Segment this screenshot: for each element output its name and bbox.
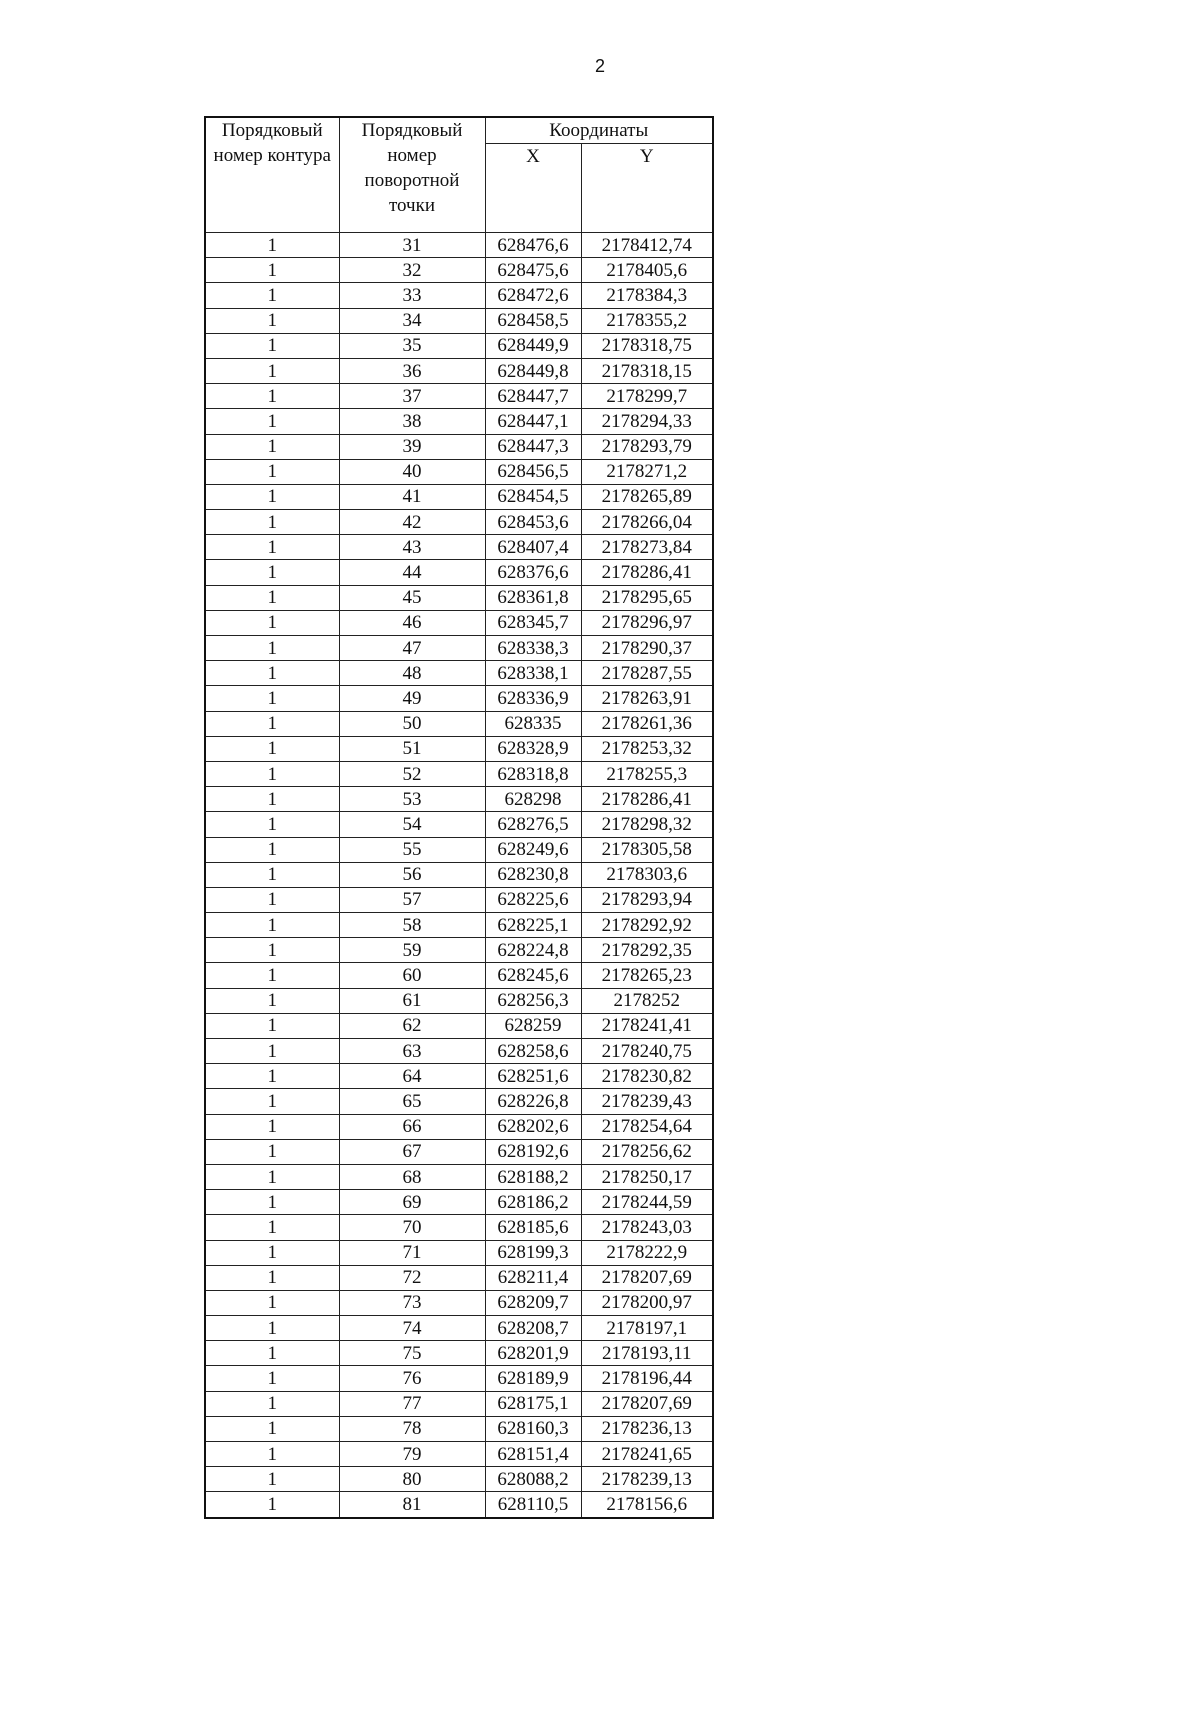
coordinates-table-container <box>204 116 712 1519</box>
cell-point-number: 36 <box>339 358 485 383</box>
cell-contour-number: 1 <box>205 1467 339 1492</box>
table-row <box>205 459 713 484</box>
header-x: X <box>485 144 581 233</box>
cell-contour-number: 1 <box>205 560 339 585</box>
table-row <box>205 258 713 283</box>
cell-x: 628298 <box>485 787 581 812</box>
cell-x: 628088,2 <box>485 1467 581 1492</box>
table-row <box>205 409 713 434</box>
cell-contour-number: 1 <box>205 711 339 736</box>
cell-point-number: 59 <box>339 938 485 963</box>
cell-x: 628449,9 <box>485 333 581 358</box>
cell-point-number: 40 <box>339 459 485 484</box>
cell-contour-number: 1 <box>205 1391 339 1416</box>
cell-x: 628208,7 <box>485 1316 581 1341</box>
cell-point-number: 66 <box>339 1114 485 1139</box>
cell-y: 2178239,43 <box>581 1089 713 1114</box>
table-row <box>205 711 713 736</box>
cell-contour-number: 1 <box>205 258 339 283</box>
cell-x: 628475,6 <box>485 258 581 283</box>
cell-x: 628338,1 <box>485 661 581 686</box>
cell-x: 628189,9 <box>485 1366 581 1391</box>
cell-contour-number: 1 <box>205 1265 339 1290</box>
cell-x: 628256,3 <box>485 988 581 1013</box>
cell-point-number: 61 <box>339 988 485 1013</box>
cell-point-number: 53 <box>339 787 485 812</box>
cell-x: 628259 <box>485 1013 581 1038</box>
table-row <box>205 560 713 585</box>
cell-point-number: 75 <box>339 1341 485 1366</box>
cell-x: 628335 <box>485 711 581 736</box>
cell-x: 628211,4 <box>485 1265 581 1290</box>
table-row <box>205 1039 713 1064</box>
table-row <box>205 661 713 686</box>
cell-point-number: 32 <box>339 258 485 283</box>
cell-contour-number: 1 <box>205 812 339 837</box>
table-row <box>205 1316 713 1341</box>
cell-point-number: 63 <box>339 1039 485 1064</box>
cell-y: 2178255,3 <box>581 761 713 786</box>
cell-point-number: 70 <box>339 1215 485 1240</box>
cell-x: 628476,6 <box>485 233 581 258</box>
table-row <box>205 1442 713 1467</box>
cell-x: 628458,5 <box>485 308 581 333</box>
header-contour-number: Порядковый номер контура <box>205 117 339 233</box>
cell-y: 2178244,59 <box>581 1190 713 1215</box>
cell-y: 2178193,11 <box>581 1341 713 1366</box>
cell-y: 2178196,44 <box>581 1366 713 1391</box>
table-row <box>205 862 713 887</box>
cell-contour-number: 1 <box>205 1139 339 1164</box>
cell-x: 628225,6 <box>485 887 581 912</box>
cell-point-number: 49 <box>339 686 485 711</box>
cell-y: 2178197,1 <box>581 1316 713 1341</box>
table-row <box>205 1341 713 1366</box>
cell-x: 628449,8 <box>485 358 581 383</box>
cell-y: 2178384,3 <box>581 283 713 308</box>
table-row <box>205 384 713 409</box>
cell-y: 2178241,41 <box>581 1013 713 1038</box>
cell-y: 2178207,69 <box>581 1391 713 1416</box>
page-number: 2 <box>594 56 605 76</box>
cell-contour-number: 1 <box>205 358 339 383</box>
cell-contour-number: 1 <box>205 938 339 963</box>
cell-point-number: 72 <box>339 1265 485 1290</box>
table-row <box>205 1089 713 1114</box>
cell-x: 628447,7 <box>485 384 581 409</box>
cell-y: 2178294,33 <box>581 409 713 434</box>
cell-point-number: 76 <box>339 1366 485 1391</box>
cell-point-number: 60 <box>339 963 485 988</box>
table-row <box>205 1467 713 1492</box>
cell-y: 2178295,65 <box>581 585 713 610</box>
cell-point-number: 45 <box>339 585 485 610</box>
cell-x: 628336,9 <box>485 686 581 711</box>
cell-y: 2178241,65 <box>581 1442 713 1467</box>
cell-point-number: 50 <box>339 711 485 736</box>
cell-x: 628110,5 <box>485 1492 581 1518</box>
cell-y: 2178200,97 <box>581 1290 713 1315</box>
cell-y: 2178273,84 <box>581 535 713 560</box>
cell-contour-number: 1 <box>205 1316 339 1341</box>
cell-contour-number: 1 <box>205 913 339 938</box>
cell-y: 2178256,62 <box>581 1139 713 1164</box>
cell-y: 2178156,6 <box>581 1492 713 1518</box>
cell-contour-number: 1 <box>205 963 339 988</box>
cell-y: 2178303,6 <box>581 862 713 887</box>
cell-contour-number: 1 <box>205 409 339 434</box>
cell-point-number: 78 <box>339 1416 485 1441</box>
table-row <box>205 358 713 383</box>
cell-x: 628251,6 <box>485 1064 581 1089</box>
cell-contour-number: 1 <box>205 434 339 459</box>
cell-x: 628160,3 <box>485 1416 581 1441</box>
table-row <box>205 938 713 963</box>
table-row <box>205 812 713 837</box>
cell-x: 628453,6 <box>485 510 581 535</box>
table-row <box>205 333 713 358</box>
cell-y: 2178265,89 <box>581 484 713 509</box>
cell-point-number: 43 <box>339 535 485 560</box>
cell-y: 2178286,41 <box>581 787 713 812</box>
cell-x: 628192,6 <box>485 1139 581 1164</box>
coordinates-table <box>204 116 714 1519</box>
cell-x: 628338,3 <box>485 636 581 661</box>
cell-point-number: 67 <box>339 1139 485 1164</box>
cell-point-number: 47 <box>339 636 485 661</box>
table-row <box>205 787 713 812</box>
cell-x: 628185,6 <box>485 1215 581 1240</box>
table-row <box>205 1215 713 1240</box>
table-row <box>205 686 713 711</box>
cell-point-number: 48 <box>339 661 485 686</box>
cell-contour-number: 1 <box>205 661 339 686</box>
cell-point-number: 37 <box>339 384 485 409</box>
cell-contour-number: 1 <box>205 283 339 308</box>
cell-contour-number: 1 <box>205 1341 339 1366</box>
cell-x: 628199,3 <box>485 1240 581 1265</box>
cell-point-number: 33 <box>339 283 485 308</box>
cell-x: 628456,5 <box>485 459 581 484</box>
cell-contour-number: 1 <box>205 1114 339 1139</box>
cell-contour-number: 1 <box>205 887 339 912</box>
cell-contour-number: 1 <box>205 384 339 409</box>
cell-y: 2178305,58 <box>581 837 713 862</box>
table-row <box>205 1064 713 1089</box>
cell-contour-number: 1 <box>205 1442 339 1467</box>
cell-contour-number: 1 <box>205 1416 339 1441</box>
table-row <box>205 283 713 308</box>
cell-x: 628318,8 <box>485 761 581 786</box>
table-row <box>205 963 713 988</box>
cell-point-number: 46 <box>339 610 485 635</box>
cell-point-number: 34 <box>339 308 485 333</box>
cell-x: 628447,1 <box>485 409 581 434</box>
table-row <box>205 610 713 635</box>
cell-contour-number: 1 <box>205 761 339 786</box>
table-row <box>205 233 713 258</box>
cell-point-number: 64 <box>339 1064 485 1089</box>
cell-contour-number: 1 <box>205 1039 339 1064</box>
cell-x: 628345,7 <box>485 610 581 635</box>
table-row <box>205 736 713 761</box>
cell-contour-number: 1 <box>205 736 339 761</box>
table-row <box>205 434 713 459</box>
table-body <box>205 233 713 1518</box>
cell-y: 2178290,37 <box>581 636 713 661</box>
table-row <box>205 1391 713 1416</box>
table-row <box>205 913 713 938</box>
cell-point-number: 62 <box>339 1013 485 1038</box>
cell-y: 2178207,69 <box>581 1265 713 1290</box>
cell-y: 2178240,75 <box>581 1039 713 1064</box>
cell-contour-number: 1 <box>205 333 339 358</box>
cell-point-number: 69 <box>339 1190 485 1215</box>
cell-point-number: 68 <box>339 1164 485 1189</box>
cell-x: 628249,6 <box>485 837 581 862</box>
table-row <box>205 1013 713 1038</box>
cell-x: 628186,2 <box>485 1190 581 1215</box>
cell-x: 628328,9 <box>485 736 581 761</box>
cell-point-number: 52 <box>339 761 485 786</box>
cell-x: 628376,6 <box>485 560 581 585</box>
cell-x: 628454,5 <box>485 484 581 509</box>
table-row <box>205 585 713 610</box>
table-header <box>205 117 713 233</box>
table-row <box>205 1139 713 1164</box>
cell-x: 628472,6 <box>485 283 581 308</box>
table-row <box>205 1290 713 1315</box>
cell-point-number: 42 <box>339 510 485 535</box>
cell-y: 2178293,79 <box>581 434 713 459</box>
cell-contour-number: 1 <box>205 988 339 1013</box>
cell-contour-number: 1 <box>205 686 339 711</box>
cell-y: 2178250,17 <box>581 1164 713 1189</box>
cell-x: 628175,1 <box>485 1391 581 1416</box>
cell-contour-number: 1 <box>205 1240 339 1265</box>
cell-point-number: 31 <box>339 233 485 258</box>
cell-contour-number: 1 <box>205 1013 339 1038</box>
cell-contour-number: 1 <box>205 636 339 661</box>
cell-y: 2178318,75 <box>581 333 713 358</box>
table-row <box>205 1240 713 1265</box>
cell-y: 2178261,36 <box>581 711 713 736</box>
cell-y: 2178253,32 <box>581 736 713 761</box>
table-row <box>205 1366 713 1391</box>
table-row <box>205 988 713 1013</box>
cell-contour-number: 1 <box>205 787 339 812</box>
cell-point-number: 58 <box>339 913 485 938</box>
cell-x: 628209,7 <box>485 1290 581 1315</box>
cell-contour-number: 1 <box>205 1164 339 1189</box>
cell-y: 2178298,32 <box>581 812 713 837</box>
cell-point-number: 73 <box>339 1290 485 1315</box>
table-row <box>205 1164 713 1189</box>
cell-y: 2178287,55 <box>581 661 713 686</box>
cell-contour-number: 1 <box>205 535 339 560</box>
cell-x: 628245,6 <box>485 963 581 988</box>
cell-point-number: 65 <box>339 1089 485 1114</box>
cell-x: 628202,6 <box>485 1114 581 1139</box>
cell-point-number: 77 <box>339 1391 485 1416</box>
cell-x: 628188,2 <box>485 1164 581 1189</box>
cell-y: 2178271,2 <box>581 459 713 484</box>
table-row <box>205 535 713 560</box>
cell-y: 2178230,82 <box>581 1064 713 1089</box>
cell-x: 628230,8 <box>485 862 581 887</box>
table-row <box>205 837 713 862</box>
cell-contour-number: 1 <box>205 610 339 635</box>
cell-contour-number: 1 <box>205 233 339 258</box>
cell-y: 2178239,13 <box>581 1467 713 1492</box>
cell-contour-number: 1 <box>205 1215 339 1240</box>
cell-x: 628225,1 <box>485 913 581 938</box>
cell-point-number: 55 <box>339 837 485 862</box>
cell-contour-number: 1 <box>205 308 339 333</box>
cell-x: 628226,8 <box>485 1089 581 1114</box>
cell-contour-number: 1 <box>205 837 339 862</box>
cell-point-number: 74 <box>339 1316 485 1341</box>
cell-y: 2178286,41 <box>581 560 713 585</box>
table-row <box>205 1492 713 1518</box>
cell-point-number: 35 <box>339 333 485 358</box>
cell-y: 2178412,74 <box>581 233 713 258</box>
cell-contour-number: 1 <box>205 459 339 484</box>
table-row <box>205 1416 713 1441</box>
cell-y: 2178265,23 <box>581 963 713 988</box>
cell-contour-number: 1 <box>205 585 339 610</box>
cell-y: 2178252 <box>581 988 713 1013</box>
cell-x: 628224,8 <box>485 938 581 963</box>
table-row <box>205 1190 713 1215</box>
cell-y: 2178266,04 <box>581 510 713 535</box>
cell-point-number: 44 <box>339 560 485 585</box>
cell-point-number: 81 <box>339 1492 485 1518</box>
cell-y: 2178292,92 <box>581 913 713 938</box>
table-row <box>205 1265 713 1290</box>
header-point-number: Порядковый номер поворотной точки <box>339 117 485 233</box>
cell-contour-number: 1 <box>205 1089 339 1114</box>
cell-x: 628407,4 <box>485 535 581 560</box>
table-row <box>205 761 713 786</box>
header-coordinates: Координаты <box>485 117 713 144</box>
cell-y: 2178296,97 <box>581 610 713 635</box>
table-row <box>205 1114 713 1139</box>
cell-point-number: 51 <box>339 736 485 761</box>
cell-contour-number: 1 <box>205 1366 339 1391</box>
cell-contour-number: 1 <box>205 484 339 509</box>
cell-x: 628447,3 <box>485 434 581 459</box>
cell-point-number: 41 <box>339 484 485 509</box>
cell-point-number: 79 <box>339 1442 485 1467</box>
cell-y: 2178299,7 <box>581 384 713 409</box>
cell-contour-number: 1 <box>205 1190 339 1215</box>
cell-point-number: 54 <box>339 812 485 837</box>
cell-y: 2178355,2 <box>581 308 713 333</box>
cell-point-number: 71 <box>339 1240 485 1265</box>
cell-point-number: 56 <box>339 862 485 887</box>
table-row <box>205 308 713 333</box>
cell-x: 628201,9 <box>485 1341 581 1366</box>
cell-point-number: 57 <box>339 887 485 912</box>
cell-y: 2178293,94 <box>581 887 713 912</box>
cell-point-number: 39 <box>339 434 485 459</box>
cell-contour-number: 1 <box>205 510 339 535</box>
cell-y: 2178236,13 <box>581 1416 713 1441</box>
cell-point-number: 80 <box>339 1467 485 1492</box>
header-y: Y <box>581 144 713 233</box>
cell-point-number: 38 <box>339 409 485 434</box>
cell-y: 2178254,64 <box>581 1114 713 1139</box>
table-row <box>205 510 713 535</box>
cell-y: 2178292,35 <box>581 938 713 963</box>
cell-x: 628258,6 <box>485 1039 581 1064</box>
cell-y: 2178243,03 <box>581 1215 713 1240</box>
cell-y: 2178405,6 <box>581 258 713 283</box>
table-row <box>205 484 713 509</box>
table-row <box>205 887 713 912</box>
cell-y: 2178318,15 <box>581 358 713 383</box>
table-row <box>205 636 713 661</box>
cell-x: 628151,4 <box>485 1442 581 1467</box>
cell-y: 2178222,9 <box>581 1240 713 1265</box>
cell-x: 628361,8 <box>485 585 581 610</box>
cell-contour-number: 1 <box>205 1064 339 1089</box>
cell-contour-number: 1 <box>205 1492 339 1518</box>
cell-contour-number: 1 <box>205 1290 339 1315</box>
cell-y: 2178263,91 <box>581 686 713 711</box>
cell-x: 628276,5 <box>485 812 581 837</box>
cell-contour-number: 1 <box>205 862 339 887</box>
